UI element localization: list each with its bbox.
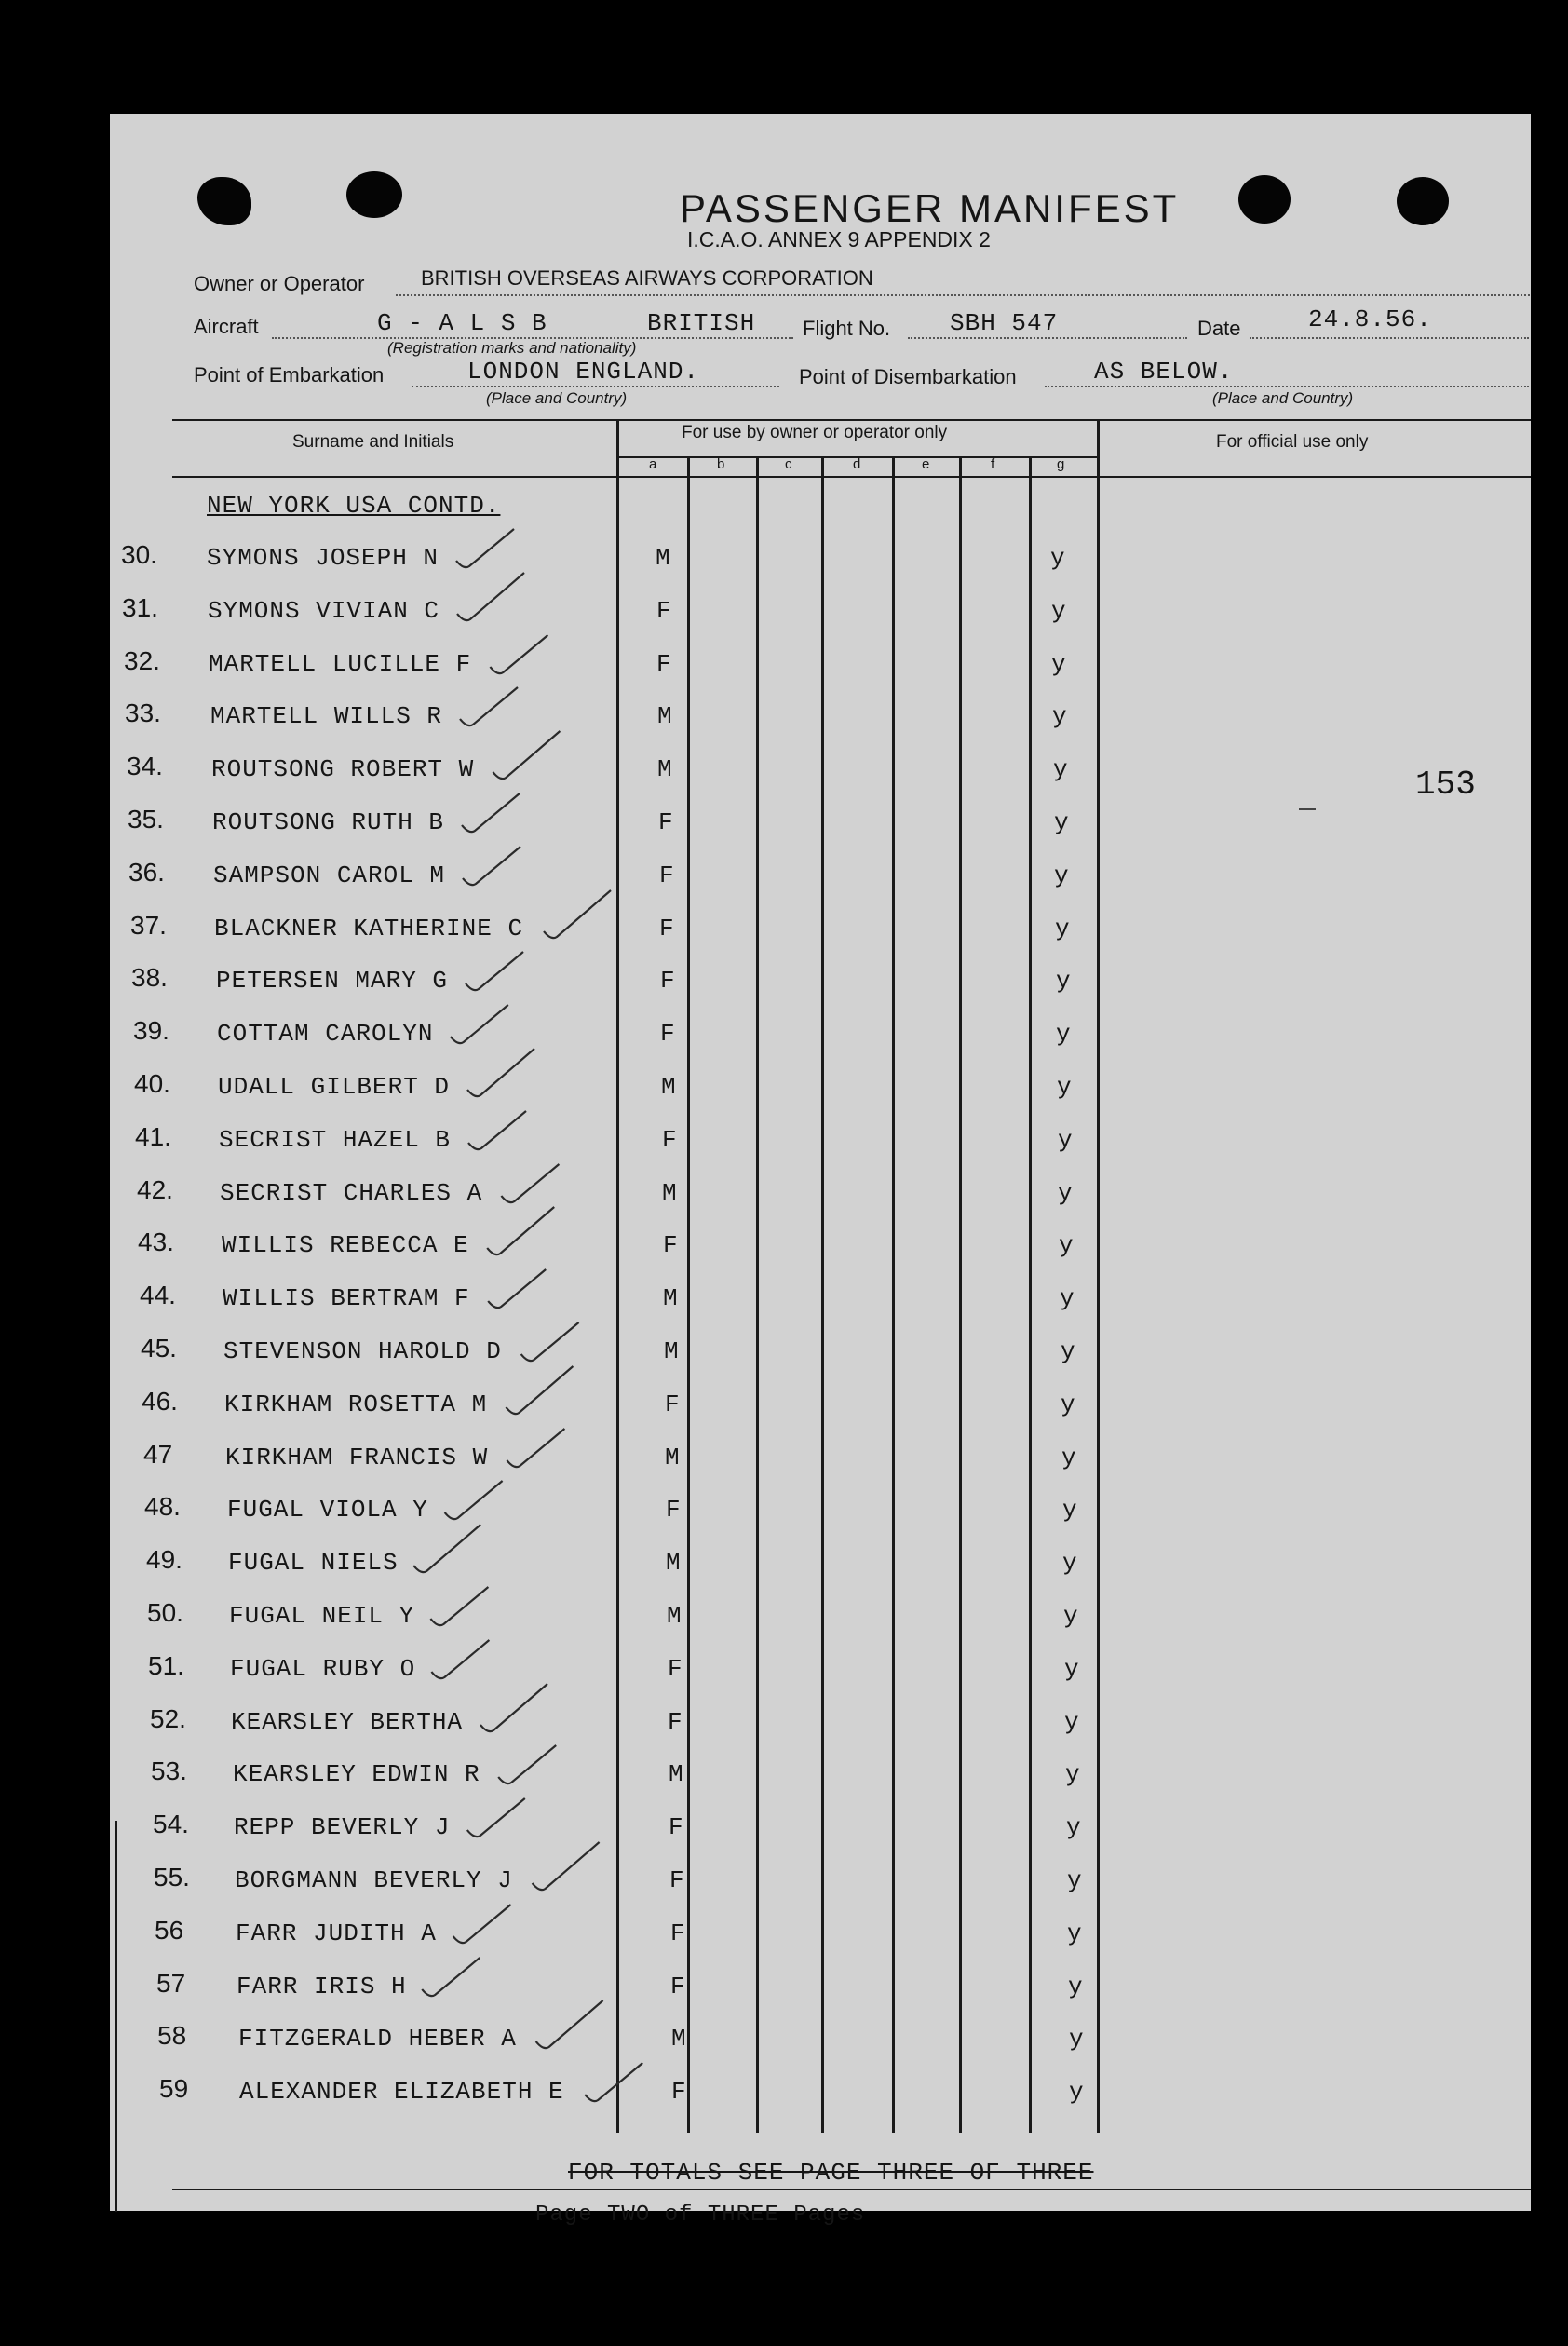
passenger-name: COTTAM CAROLYN	[217, 1020, 434, 1048]
header-bottom-rule	[172, 476, 1531, 478]
passenger-name: STEVENSON HAROLD D	[223, 1337, 502, 1365]
punch-hole-right-2	[1397, 177, 1449, 225]
row-number: 43.	[138, 1227, 174, 1256]
passenger-name: SYMONS VIVIAN C	[208, 597, 440, 625]
column-g-mark: y	[1067, 1919, 1083, 1947]
column-divider-b-c	[756, 456, 759, 2133]
date-dotted-line	[1250, 337, 1529, 339]
row-number: 30.	[121, 540, 157, 569]
passenger-name: FUGAL RUBY O	[230, 1655, 416, 1683]
passenger-name: SAMPSON CAROL M	[213, 861, 446, 889]
passenger-name: PETERSEN MARY G	[216, 967, 449, 995]
page-of-note: Page TWO of THREE Pages	[535, 2203, 866, 2228]
passenger-name: BLACKNER KATHERINE C	[214, 915, 524, 942]
left-margin-rule	[115, 1821, 117, 2212]
column-divider-e-f	[959, 456, 962, 2133]
passenger-name: WILLIS REBECCA E	[222, 1231, 469, 1259]
column-g-mark: y	[1053, 755, 1069, 783]
column-g-mark: y	[1056, 1020, 1072, 1048]
passenger-sex: F	[656, 650, 672, 678]
stamp-dash	[1299, 808, 1316, 810]
passenger-name: ALEXANDER ELIZABETH E	[239, 2078, 564, 2106]
passenger-sex: F	[666, 1496, 682, 1524]
passenger-name: SYMONS JOSEPH N	[207, 544, 439, 572]
embarkation-value: LONDON ENGLAND.	[467, 358, 700, 386]
passenger-sex: M	[656, 544, 671, 572]
passenger-sex: M	[661, 1073, 677, 1101]
footer-rule	[172, 2189, 1531, 2190]
row-number: 38.	[131, 963, 168, 992]
passenger-name: SECRIST HAZEL B	[219, 1126, 452, 1154]
row-number: 31.	[122, 593, 158, 622]
passenger-name: KIRKHAM ROSETTA M	[224, 1390, 488, 1418]
column-g-mark: y	[1057, 1073, 1073, 1101]
row-number: 54.	[153, 1810, 189, 1838]
column-label-g: g	[1057, 456, 1065, 472]
passenger-sex: F	[669, 1866, 685, 1894]
column-g-mark: y	[1065, 1760, 1081, 1788]
passenger-name: MARTELL WILLS R	[210, 702, 443, 730]
column-divider-official	[1097, 419, 1100, 2133]
date-label: Date	[1197, 317, 1241, 340]
punch-hole-right-1	[1238, 175, 1291, 224]
row-number: 55.	[154, 1863, 190, 1892]
row-number: 45.	[141, 1334, 177, 1363]
passenger-name: SECRIST CHARLES A	[220, 1179, 483, 1207]
section-heading: NEW YORK USA CONTD.	[207, 492, 501, 520]
passenger-name: FUGAL VIOLA Y	[227, 1496, 428, 1524]
passenger-sex: F	[659, 861, 675, 889]
row-number: 40.	[134, 1069, 170, 1098]
passenger-sex: F	[659, 915, 675, 942]
passenger-sex: F	[660, 967, 676, 995]
flight-number: SBH 547	[950, 309, 1059, 337]
passenger-name: UDALL GILBERT D	[218, 1073, 451, 1101]
passenger-sex: M	[657, 702, 673, 730]
passenger-sex: M	[663, 1284, 679, 1312]
passenger-sex: F	[662, 1126, 678, 1154]
disembarkation-value: AS BELOW.	[1094, 358, 1234, 386]
passenger-sex: M	[669, 1760, 684, 1788]
disembarkation-label: Point of Disembarkation	[799, 365, 1017, 388]
passenger-sex: F	[670, 1973, 686, 2000]
column-g-mark: y	[1068, 1973, 1084, 2000]
passenger-name: FITZGERALD HEBER A	[238, 2025, 517, 2053]
punch-hole-left-2	[346, 171, 402, 218]
column-g-mark: y	[1062, 1549, 1078, 1577]
passenger-sex: M	[662, 1179, 678, 1207]
passenger-name: FARR JUDITH A	[236, 1919, 437, 1947]
passenger-sex: F	[656, 597, 672, 625]
passenger-sex: M	[667, 1602, 683, 1630]
column-g-mark: y	[1061, 1390, 1076, 1418]
row-number: 44.	[140, 1281, 176, 1309]
row-number: 32.	[124, 646, 160, 675]
table-top-rule	[172, 419, 1531, 421]
column-g-mark: y	[1055, 915, 1071, 942]
owner-value: BRITISH OVERSEAS AIRWAYS CORPORATION	[421, 266, 873, 290]
row-number: 37.	[130, 911, 167, 940]
row-number: 50.	[147, 1598, 183, 1627]
column-g-mark: y	[1051, 597, 1067, 625]
column-g-mark: y	[1060, 1284, 1075, 1312]
passenger-name: ROUTSONG ROBERT W	[211, 755, 475, 783]
passenger-name: WILLIS BERTRAM F	[223, 1284, 470, 1312]
passenger-name: BORGMANN BEVERLY J	[235, 1866, 513, 1894]
column-g-mark: y	[1063, 1602, 1079, 1630]
column-g-mark: y	[1066, 1813, 1082, 1841]
form-subtitle: I.C.A.O. ANNEX 9 APPENDIX 2	[687, 227, 991, 251]
column-g-mark: y	[1059, 1231, 1075, 1259]
disembarkation-dotted-line	[1045, 386, 1529, 387]
passenger-sex: F	[668, 1708, 683, 1736]
passenger-sex: M	[657, 755, 673, 783]
passenger-sex: F	[658, 808, 674, 836]
row-number: 34.	[127, 752, 163, 780]
row-number: 46.	[142, 1387, 178, 1416]
aircraft-registration: G - A L S B	[377, 309, 547, 337]
column-g-mark: y	[1054, 808, 1070, 836]
passenger-name: FARR IRIS H	[237, 1973, 407, 2000]
passenger-sex: F	[668, 1655, 683, 1683]
column-g-mark: y	[1051, 650, 1067, 678]
passenger-name: KEARSLEY EDWIN R	[233, 1760, 480, 1788]
column-label-c: c	[785, 456, 792, 472]
passenger-sex: F	[671, 2078, 687, 2106]
owner-dotted-line	[396, 294, 1530, 296]
aircraft-label: Aircraft	[194, 315, 259, 338]
surname-header: Surname and Initials	[292, 432, 454, 452]
passenger-sex: M	[671, 2025, 687, 2053]
row-number: 58	[157, 2021, 187, 2050]
row-number: 33.	[125, 698, 161, 727]
passenger-name: KIRKHAM FRANCIS W	[225, 1444, 489, 1471]
row-number: 35.	[128, 805, 164, 834]
column-divider-c-d	[821, 456, 824, 2133]
column-divider-f-g	[1029, 456, 1032, 2133]
row-number: 59	[159, 2074, 189, 2103]
passenger-name: REPP BEVERLY J	[234, 1813, 451, 1841]
passenger-name: FUGAL NEIL Y	[229, 1602, 415, 1630]
passenger-name: FUGAL NIELS	[228, 1549, 399, 1577]
aircraft-nationality: BRITISH	[647, 309, 756, 337]
operator-header: For use by owner or operator only	[682, 423, 948, 442]
row-number: 42.	[137, 1175, 173, 1204]
passenger-name: MARTELL LUCILLE F	[209, 650, 472, 678]
passenger-name: ROUTSONG RUTH B	[212, 808, 445, 836]
column-label-d: d	[853, 456, 861, 472]
embarkation-note: (Place and Country)	[486, 389, 628, 407]
column-g-mark: y	[1062, 1496, 1078, 1524]
column-divider-d-e	[892, 456, 895, 2133]
disembarkation-note: (Place and Country)	[1212, 389, 1354, 407]
passenger-sex: M	[666, 1549, 682, 1577]
row-number: 53.	[151, 1756, 187, 1785]
column-label-b: b	[717, 456, 725, 472]
row-number: 36.	[128, 858, 165, 887]
form-title: PASSENGER MANIFEST	[680, 186, 1180, 230]
column-divider-name	[616, 419, 619, 2133]
passenger-sex: F	[669, 1813, 684, 1841]
column-divider-a-b	[687, 456, 690, 2133]
passenger-sex: F	[663, 1231, 679, 1259]
embarkation-label: Point of Embarkation	[194, 363, 385, 386]
embarkation-dotted-line	[412, 386, 779, 387]
column-g-mark: y	[1069, 2025, 1085, 2053]
passenger-sex: M	[664, 1337, 680, 1365]
passenger-name: KEARSLEY BERTHA	[231, 1708, 464, 1736]
passenger-sex: F	[665, 1390, 681, 1418]
column-g-mark: y	[1050, 544, 1066, 572]
column-g-mark: y	[1061, 1444, 1077, 1471]
column-label-e: e	[922, 456, 930, 472]
row-number: 51.	[148, 1651, 184, 1680]
row-number: 47	[143, 1440, 173, 1469]
passenger-sex: F	[660, 1020, 676, 1048]
column-g-mark: y	[1069, 2078, 1085, 2106]
flight-dotted-line	[908, 337, 1187, 339]
row-number: 56	[155, 1916, 184, 1945]
column-label-a: a	[649, 456, 657, 472]
page-stamp-number: 153	[1415, 766, 1476, 804]
column-g-mark: y	[1064, 1655, 1080, 1683]
passenger-sex: M	[665, 1444, 681, 1471]
passenger-sex: F	[670, 1919, 686, 1947]
date-value: 24.8.56.	[1308, 305, 1432, 333]
column-g-mark: y	[1061, 1337, 1076, 1365]
row-number: 49.	[146, 1545, 182, 1574]
column-g-mark: y	[1058, 1126, 1074, 1154]
column-g-mark: y	[1067, 1866, 1083, 1894]
owner-label: Owner or Operator	[194, 272, 365, 295]
official-header: For official use only	[1216, 432, 1369, 452]
row-number: 57	[156, 1969, 186, 1998]
column-g-mark: y	[1058, 1179, 1074, 1207]
flight-label: Flight No.	[803, 317, 891, 340]
column-g-mark: y	[1052, 702, 1068, 730]
column-label-f: f	[991, 456, 995, 472]
row-number: 52.	[150, 1704, 186, 1733]
footer-totals-note: FOR TOTALS SEE PAGE THREE OF THREE	[568, 2159, 1094, 2187]
registration-note: (Registration marks and nationality)	[387, 339, 637, 357]
row-number: 39.	[133, 1016, 169, 1045]
row-number: 41.	[135, 1122, 171, 1151]
row-number: 48.	[144, 1492, 181, 1521]
column-g-mark: y	[1056, 967, 1072, 995]
column-g-mark: y	[1064, 1708, 1080, 1736]
column-g-mark: y	[1054, 861, 1070, 889]
